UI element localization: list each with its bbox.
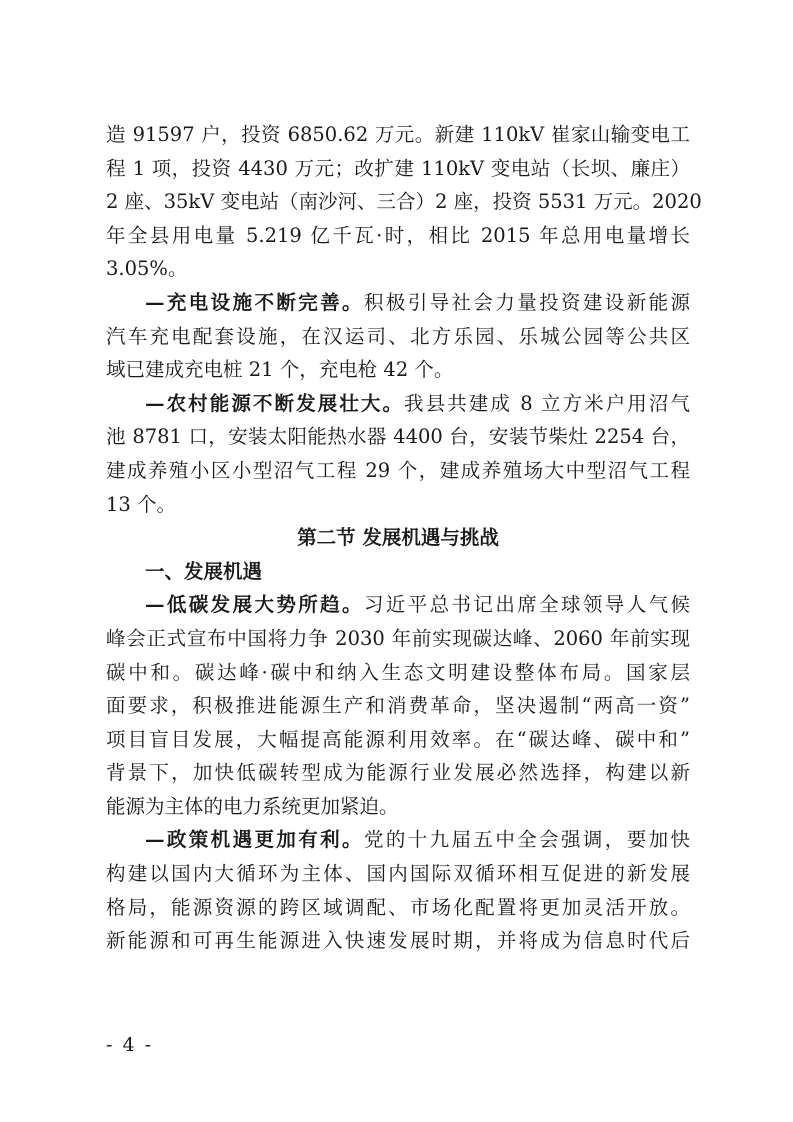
paragraph-heading-rural-energy: —农村能源不断发展壮大。 <box>145 391 405 415</box>
paragraph-heading-policy: —政策机遇更加有利。 <box>145 828 364 852</box>
text-line: 2 座、35kV 变电站（南沙河、三合）2 座，投资 5531 万元。2020 <box>106 190 702 214</box>
paragraph-first-line <box>106 286 690 320</box>
text-line: 汽车充电配套设施，在汉运司、北方乐园、乐城公园等公共区 <box>106 324 690 348</box>
text-line: 3.05%。 <box>106 257 188 281</box>
text-line: 造 91597 户，投资 6850.62 万元。新建 110kV 崔家山输变电工 <box>106 123 690 146</box>
document-body <box>106 118 702 958</box>
text-line: 面要求，积极推进能源生产和消费革命，坚决遏制“两高一资” <box>106 694 690 718</box>
text-line: 年全县用电量 5.219 亿千瓦·时，相比 2015 年总用电量增长 <box>106 223 690 247</box>
subsection-title: 一、发展机遇 <box>145 559 263 583</box>
text-line: 构建以国内大循环为主体、国内国际双循环相互促进的新发展 <box>106 862 690 886</box>
text-line: 背景下，加快低碳转型成为能源行业发展必然选择，构建以新 <box>106 761 690 785</box>
text-line: 碳中和。碳达峰·碳中和纳入生态文明建设整体布局。国家层 <box>106 660 690 684</box>
text-line: 池 8781 口，安装太阳能热水器 4400 台，安装节柴灶 2254 台， <box>106 425 690 449</box>
text-line: 项目盲目发展，大幅提高能源利用效率。在“碳达峰、碳中和” <box>106 727 690 751</box>
text-span: 党的十九届五中全会强调，要加快 <box>363 828 690 852</box>
paragraph-first-line <box>106 588 690 622</box>
text-line: 域已建成充电桩 21 个，充电枪 42 个。 <box>106 358 454 382</box>
section-title: 第二节 发展机遇与挑战 <box>297 526 499 550</box>
page-number: - 4 - <box>106 1034 154 1056</box>
text-line: 格局，能源资源的跨区域调配、市场化配置将更加灵活开放。 <box>106 895 690 919</box>
text-line: 建成养殖小区小型沼气工程 29 个，建成养殖场大中型沼气工程 <box>106 458 690 482</box>
text-line: 13 个。 <box>106 492 177 516</box>
text-line: 峰会正式宣布中国将力争 2030 年前实现碳达峰、2060 年前实现 <box>106 626 690 650</box>
paragraph-heading-charging: —充电设施不断完善。 <box>145 290 364 314</box>
text-line: 程 1 项，投资 4430 万元；改扩建 110kV 变电站（长坝、廉庄） <box>106 156 690 180</box>
text-span: 我县共建成 8 立方米户用沼气 <box>404 391 690 415</box>
paragraph-first-line <box>106 387 690 421</box>
paragraph-heading-low-carbon: —低碳发展大势所趋。 <box>145 593 364 617</box>
text-span: 积极引导社会力量投资建设新能源 <box>363 290 690 314</box>
text-line: 能源为主体的电力系统更加紧迫。 <box>106 794 399 818</box>
text-span: 习近平总书记出席全球领导人气候 <box>363 593 690 617</box>
paragraph-first-line <box>106 823 690 857</box>
text-line: 新能源和可再生能源进入快速发展时期，并将成为信息时代后 <box>106 929 690 953</box>
